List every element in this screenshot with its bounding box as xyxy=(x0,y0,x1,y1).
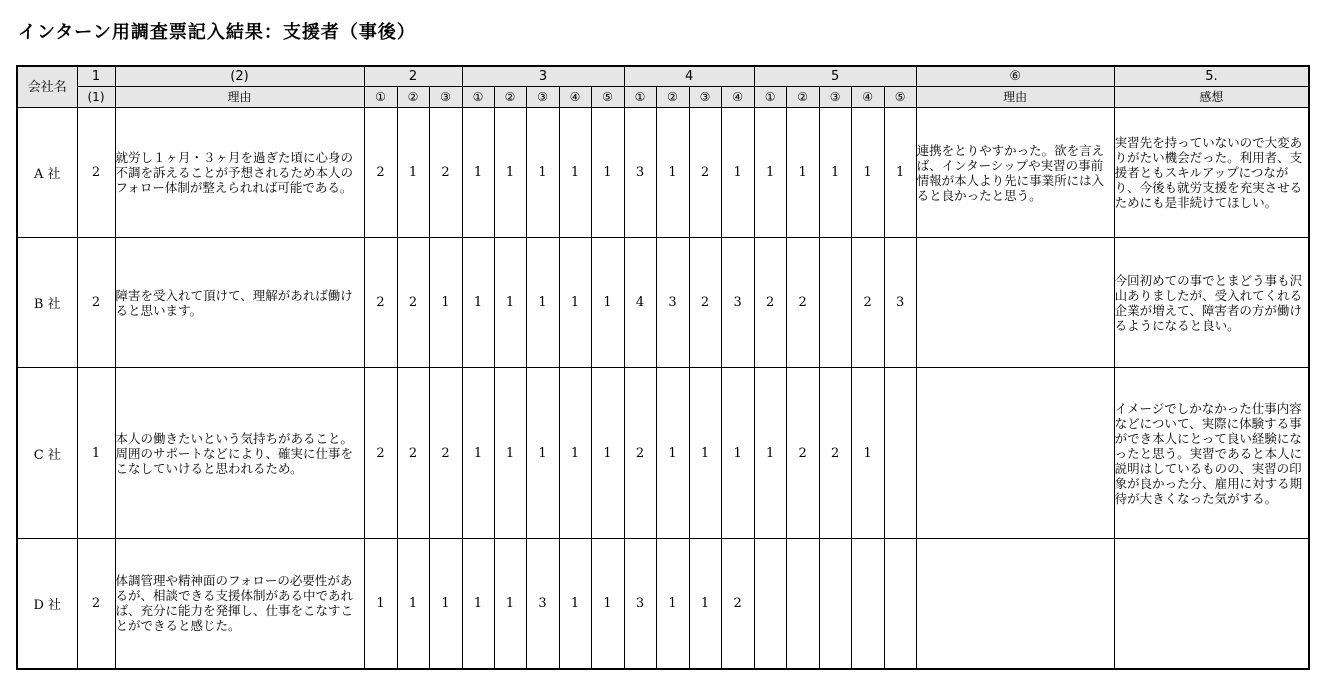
reason-text: 就労し１ヶ月・３ヶ月を過ぎた頃に心身の不調を訴えることが予想されるため本人のフォロー体制が整えられれば可能である。 xyxy=(115,108,364,238)
score-cell: 1 xyxy=(494,238,526,368)
reason6-text xyxy=(916,238,1114,368)
score-cell: 1 xyxy=(851,108,884,238)
score-cell: 1 xyxy=(656,368,689,539)
score-cell: 1 xyxy=(429,539,462,669)
header-sub: ② xyxy=(656,87,689,108)
company-name: C 社 xyxy=(17,368,77,539)
header-company: 会社名 xyxy=(17,66,77,108)
score-cell: 2 xyxy=(624,368,656,539)
header-sub: ⑤ xyxy=(884,87,916,108)
company-name: D 社 xyxy=(17,539,77,669)
header-q1: 1 xyxy=(77,66,115,87)
header-sub: ④ xyxy=(721,87,754,108)
reason-text: 障害を受入れて頂けて、理解があれば働けると思います。 xyxy=(115,238,364,368)
reason-text: 本人の働きたいという気持ちがあること。周囲のサポートなどにより、確実に仕事をこなしていけると思われるため。 xyxy=(115,368,364,539)
header-sub: ③ xyxy=(526,87,559,108)
score-cell: 1 xyxy=(721,368,754,539)
score-cell xyxy=(819,539,851,669)
score-cell: 2 xyxy=(689,108,721,238)
table-row xyxy=(17,108,1309,238)
table-row xyxy=(17,539,1309,669)
score-cell: 1 xyxy=(559,539,591,669)
score-cell: 1 xyxy=(851,368,884,539)
header-group-2: 2 xyxy=(364,66,462,87)
impression-text: 今回初めての事でとまどう事も沢山ありましたが、受入れてくれる企業が増えて、障害者の方が働けるようになると良い。 xyxy=(1114,238,1309,368)
score-cell: 2 xyxy=(364,368,397,539)
reason6-text: 連携をとりやすかった。欲を言えば、インターシップや実習の事前情報が本人より先に事業所には入ると良かったと思う。 xyxy=(916,108,1114,238)
score-cell: 1 xyxy=(494,539,526,669)
score-cell: 1 xyxy=(462,539,494,669)
impression-text: イメージでしかなかった仕事内容などについて、実際に体験する事ができ本人にとって良い経験になったと思う。実習であると本人に説明はしているものの、実習の印象が良かった分、雇用に対する期待が大きくなった気がする。 xyxy=(1114,368,1309,539)
score-cell xyxy=(819,238,851,368)
score-cell: 1 xyxy=(364,539,397,669)
score-cell: 2 xyxy=(786,238,819,368)
header-sub: ② xyxy=(397,87,429,108)
survey-results-table xyxy=(16,65,1310,670)
score-cell: 4 xyxy=(624,238,656,368)
score-cell: 1 xyxy=(689,539,721,669)
reason6-text xyxy=(916,539,1114,669)
score-cell: 2 xyxy=(429,368,462,539)
score-cell: 1 xyxy=(819,108,851,238)
score-cell: 2 xyxy=(397,238,429,368)
score-cell: 1 xyxy=(559,238,591,368)
score-cell: 1 xyxy=(754,108,786,238)
score-cell: 1 xyxy=(494,108,526,238)
score-cell: 1 xyxy=(559,368,591,539)
header-row-1 xyxy=(17,66,1309,87)
header-sub: ③ xyxy=(819,87,851,108)
header-sub: ② xyxy=(494,87,526,108)
answer-q1: 2 xyxy=(77,238,115,368)
score-cell: 1 xyxy=(884,108,916,238)
header-q2: (2) xyxy=(115,66,364,87)
header-group-4: 4 xyxy=(624,66,754,87)
score-cell: 1 xyxy=(462,368,494,539)
reason6-text xyxy=(916,368,1114,539)
score-cell: 1 xyxy=(526,238,559,368)
header-group-5: 5 xyxy=(754,66,916,87)
table-row xyxy=(17,238,1309,368)
score-cell: 2 xyxy=(364,108,397,238)
score-cell: 3 xyxy=(656,238,689,368)
header-q1-sub: (1) xyxy=(77,87,115,108)
header-sub: ① xyxy=(364,87,397,108)
header-sub: ① xyxy=(624,87,656,108)
header-sub: ③ xyxy=(429,87,462,108)
impression-text: 実習先を持っていないので大変ありがたい機会だった。利用者、支援者ともスキルアップにつながり、今後も就労支援を充実させるためにも是非続けてほしい。 xyxy=(1114,108,1309,238)
score-cell: 1 xyxy=(591,108,624,238)
score-cell: 1 xyxy=(591,368,624,539)
header-q6-sub: 理由 xyxy=(916,87,1114,108)
score-cell: 3 xyxy=(526,539,559,669)
score-cell: 1 xyxy=(559,108,591,238)
header-sub: ① xyxy=(462,87,494,108)
score-cell: 1 xyxy=(397,539,429,669)
page-title: インターン用調査票記入結果：支援者（事後） xyxy=(18,22,416,43)
score-cell: 2 xyxy=(786,368,819,539)
score-cell: 1 xyxy=(526,108,559,238)
header-q7: 5. xyxy=(1114,66,1309,87)
header-group-3: 3 xyxy=(462,66,624,87)
score-cell: 1 xyxy=(591,539,624,669)
header-sub: ④ xyxy=(559,87,591,108)
score-cell: 1 xyxy=(462,238,494,368)
header-sub: ⑤ xyxy=(591,87,624,108)
score-cell: 1 xyxy=(494,368,526,539)
header-row-2 xyxy=(17,87,1309,108)
score-cell: 1 xyxy=(689,368,721,539)
score-cell: 1 xyxy=(721,108,754,238)
score-cell: 2 xyxy=(689,238,721,368)
score-cell: 1 xyxy=(754,368,786,539)
answer-q1: 1 xyxy=(77,368,115,539)
score-cell: 1 xyxy=(656,539,689,669)
header-sub: ③ xyxy=(689,87,721,108)
header-sub: ④ xyxy=(851,87,884,108)
score-cell: 1 xyxy=(526,368,559,539)
score-cell xyxy=(851,539,884,669)
company-name: A 社 xyxy=(17,108,77,238)
header-q7-sub: 感想 xyxy=(1114,87,1309,108)
score-cell xyxy=(786,539,819,669)
answer-q1: 2 xyxy=(77,539,115,669)
score-cell: 2 xyxy=(397,368,429,539)
score-cell xyxy=(754,539,786,669)
score-cell: 1 xyxy=(429,238,462,368)
score-cell xyxy=(884,368,916,539)
company-name: B 社 xyxy=(17,238,77,368)
score-cell: 2 xyxy=(429,108,462,238)
header-q6: ⑥ xyxy=(916,66,1114,87)
score-cell: 3 xyxy=(884,238,916,368)
score-cell: 2 xyxy=(364,238,397,368)
score-cell: 3 xyxy=(624,108,656,238)
score-cell: 3 xyxy=(624,539,656,669)
score-cell: 3 xyxy=(721,238,754,368)
table-row xyxy=(17,368,1309,539)
score-cell: 2 xyxy=(721,539,754,669)
score-cell: 2 xyxy=(819,368,851,539)
score-cell: 1 xyxy=(591,238,624,368)
header-sub: ① xyxy=(754,87,786,108)
score-cell: 1 xyxy=(786,108,819,238)
score-cell: 1 xyxy=(462,108,494,238)
score-cell: 2 xyxy=(754,238,786,368)
answer-q1: 2 xyxy=(77,108,115,238)
impression-text xyxy=(1114,539,1309,669)
header-q2-sub: 理由 xyxy=(115,87,364,108)
header-sub: ② xyxy=(786,87,819,108)
score-cell: 2 xyxy=(851,238,884,368)
score-cell xyxy=(884,539,916,669)
reason-text: 体調管理や精神面のフォローの必要性があるが、相談できる支援体制がある中であれば、充分に能力を発揮し、仕事をこなすことができると感じた。 xyxy=(115,539,364,669)
score-cell: 1 xyxy=(397,108,429,238)
score-cell: 1 xyxy=(656,108,689,238)
